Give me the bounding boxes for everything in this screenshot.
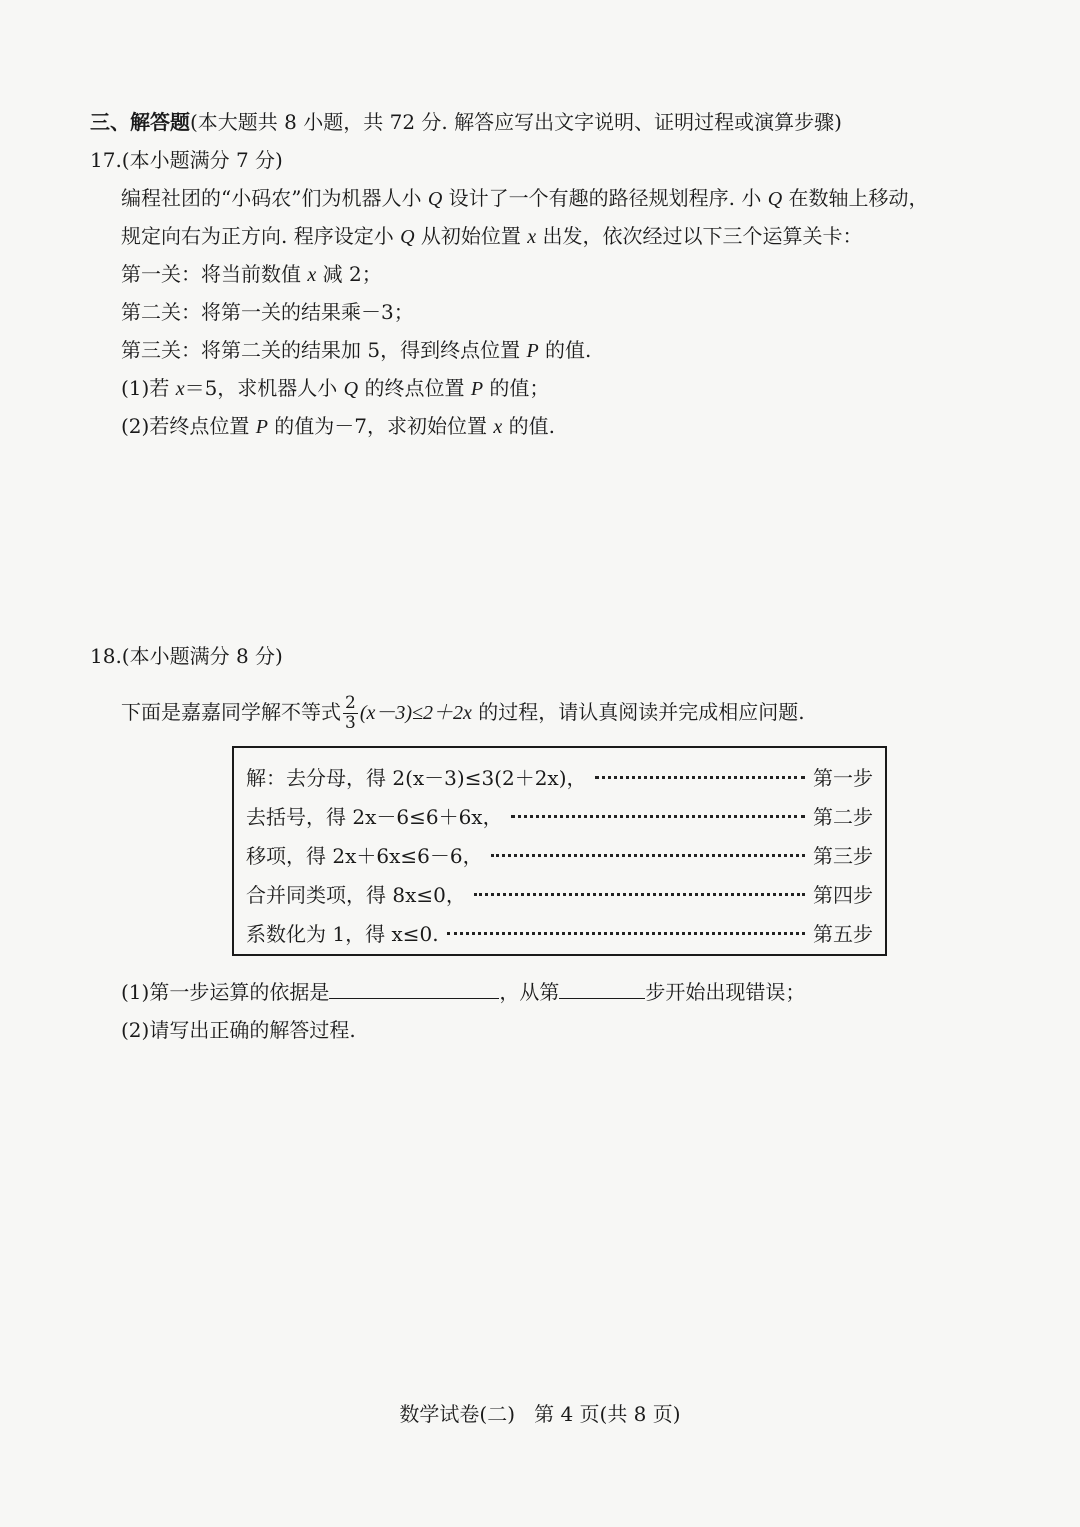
q17-text: 的值； (483, 376, 550, 400)
solution-step (246, 800, 873, 830)
q17-var: P (470, 378, 484, 400)
fraction (343, 694, 358, 733)
q18-intro (121, 692, 805, 733)
q17-text: 的值为－7，求初始位置 (267, 414, 494, 438)
fraction-denominator: 3 (345, 713, 356, 733)
q17-text: 的值. (502, 414, 555, 438)
q17-text: 的终点位置 (358, 376, 471, 400)
q18-header: 18.(本小题满分 8 分) (90, 644, 283, 668)
q17-part-1 (121, 374, 549, 403)
solution-box (232, 746, 887, 956)
step-text: 去括号，得 2x－6≤6＋6x， (246, 804, 503, 829)
section-note: (本大题共 8 小题，共 72 分. 解答应写出文字说明、证明过程或演算步骤) (190, 110, 842, 134)
q18-part-2: (2)请写出正确的解答过程. (121, 1018, 356, 1042)
q17-text: 第三关：将第二关的结果加 5，得到终点位置 (121, 338, 527, 362)
q18-text: 步开始出现错误； (645, 980, 806, 1004)
q17-var: P (526, 340, 539, 362)
step-label: 第二步 (813, 804, 873, 829)
step-text: 移项，得 2x＋6x≤6－6， (246, 843, 483, 868)
q17-level-3 (121, 336, 591, 365)
q17-var: Q (400, 226, 415, 248)
solution-step (246, 761, 873, 791)
step-label: 第三步 (813, 843, 873, 868)
answer-blank-basis[interactable] (329, 976, 499, 999)
q17-text: 出发，依次经过以下三个运算关卡： (536, 224, 863, 248)
step-label: 第一步 (813, 765, 873, 790)
q17-text: 编程社团的“小码农”们为机器人小 (121, 186, 428, 210)
q17-var: x (175, 378, 185, 400)
dot-leader (474, 891, 805, 896)
q17-part-2 (121, 412, 555, 441)
dot-leader (491, 852, 805, 857)
q18-inequality: (x－3)≤2＋2x (359, 702, 472, 724)
answer-blank-step[interactable] (559, 976, 645, 999)
q17-text: ＝5，求机器人小 (184, 376, 344, 400)
q17-intro-line-1 (121, 184, 929, 213)
step-text: 合并同类项，得 8x≤0， (246, 882, 466, 907)
solution-step (246, 878, 873, 908)
q17-text: 的值. (538, 338, 592, 362)
q17-var: x (493, 416, 503, 438)
q17-var: x (307, 264, 317, 286)
q17-header: 17.(本小题满分 7 分) (90, 148, 283, 172)
solution-step (246, 917, 873, 947)
q18-text: 下面是嘉嘉同学解不等式 (121, 700, 341, 724)
section-header (90, 108, 842, 136)
page-footer: 数学试卷(二) 第 4 页(共 8 页) (399, 1402, 681, 1426)
dot-leader (447, 930, 805, 935)
step-text: 解：去分母，得 2(x－3)≤3(2＋2x)， (246, 765, 587, 790)
q17-level-1 (121, 260, 382, 289)
q17-text: 从初始位置 (414, 224, 528, 248)
step-text: 系数化为 1，得 x≤0. (246, 921, 439, 946)
fraction-numerator: 2 (345, 693, 356, 713)
q17-var: P (255, 416, 268, 438)
dot-leader (511, 813, 805, 818)
q17-var: Q (343, 378, 359, 400)
q18-text: (1)第一步运算的依据是 (121, 980, 330, 1004)
dot-leader (595, 774, 805, 779)
q17-intro-line-2 (121, 222, 863, 251)
q17-text: 规定向右为正方向. 程序设定小 (121, 224, 401, 248)
q17-text: (1)若 (121, 376, 176, 400)
q17-text: 第一关：将当前数值 (121, 262, 308, 286)
q18-text: 的过程，请认真阅读并完成相应问题. (471, 700, 805, 724)
step-label: 第四步 (813, 882, 873, 907)
step-label: 第五步 (813, 921, 873, 946)
q18-text: ，从第 (499, 980, 560, 1004)
q17-text: (2)若终点位置 (121, 414, 256, 438)
section-title: 三、解答题 (90, 110, 190, 134)
q17-var: Q (427, 188, 443, 210)
q17-var: x (527, 226, 537, 248)
q17-var: Q (767, 188, 783, 210)
q17-text: 在数轴上移动， (782, 186, 929, 210)
q18-part-1 (121, 976, 805, 1006)
q17-text: 减 2； (316, 262, 382, 286)
q17-text: 设计了一个有趣的路径规划程序. 小 (442, 186, 768, 210)
solution-step (246, 839, 873, 869)
q17-level-2: 第二关：将第一关的结果乘－3； (121, 300, 414, 324)
